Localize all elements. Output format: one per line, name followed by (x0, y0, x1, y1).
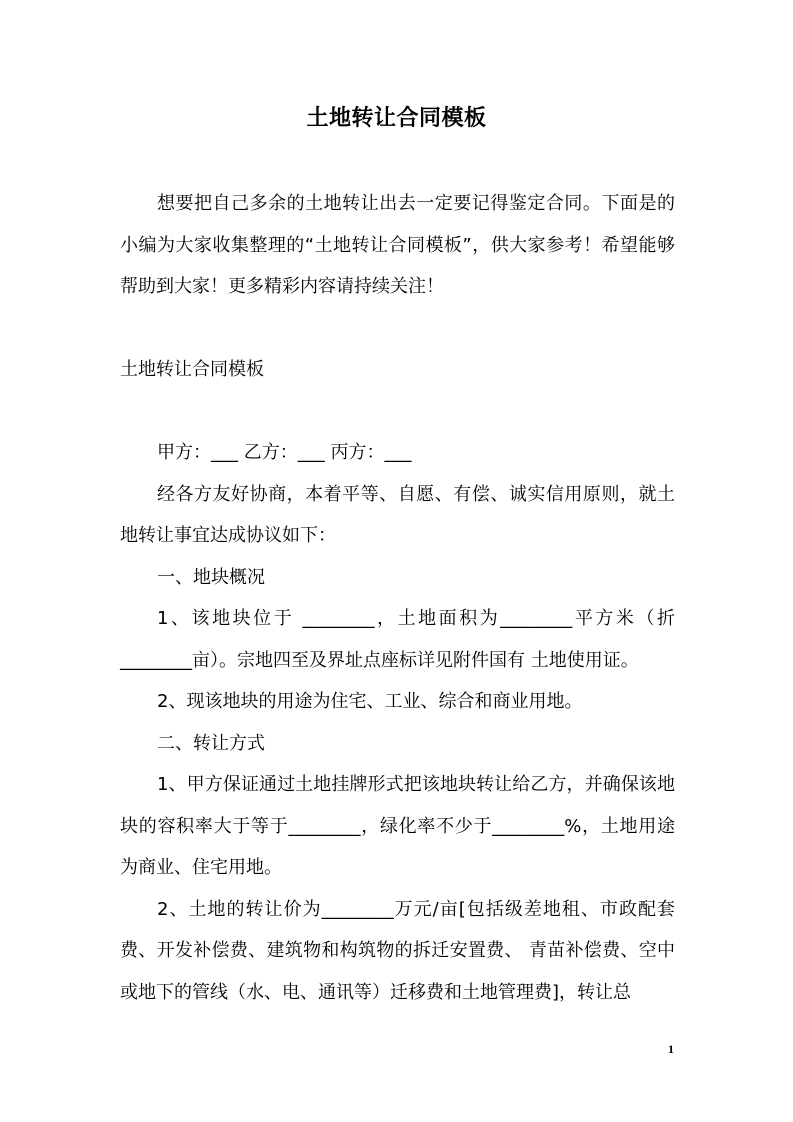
clause-transfer-price: 2、土地的转让价为________万元/亩[包括级差地租、市政配套费、开发补偿费、建筑物和构筑物的拆迁安置费、 青苗补偿费、空中或地下的管线（水、电、通讯等）迁移费和土地管理费]，转让总 (120, 898, 675, 1003)
agreement-paragraph: 经各方友好协商，本着平等、自愿、有偿、诚实信用原则，就土地转让事宜达成协议如下： (120, 483, 675, 546)
clause-transfer-guarantee: 1、甲方保证通过土地挂牌形式把该地块转让给乙方，并确保该地块的容积率大于等于________，绿化率不少于________%，土地用途为商业、住宅用地。 (120, 774, 675, 878)
page-number: 1 (668, 1042, 674, 1056)
clause-location: 1、该地块位于 ________，土地面积为________平方米（折________亩）。宗地四至及界址点座标详见附件国有 土地使用证。 (120, 608, 675, 671)
parties-line: 甲方：___ 乙方：___ 丙方：___ (157, 442, 412, 463)
document-title: 土地转让合同模板 (306, 106, 487, 131)
clause-land-use: 2、现该地块的用途为住宅、工业、综合和商业用地。 (157, 691, 583, 712)
heading-transfer-method: 二、转让方式 (157, 732, 265, 754)
section-heading: 土地转让合同模板 (120, 358, 264, 380)
intro-paragraph: 想要把自己多余的土地转让出去一定要记得鉴定合同。下面是的小编为大家收集整理的“土地转让合同模板”，供大家参考！希望能够帮助到大家！更多精彩内容请持续关注！ (120, 193, 675, 297)
heading-land-overview: 一、地块概况 (157, 566, 265, 588)
document-body (120, 183, 675, 1013)
